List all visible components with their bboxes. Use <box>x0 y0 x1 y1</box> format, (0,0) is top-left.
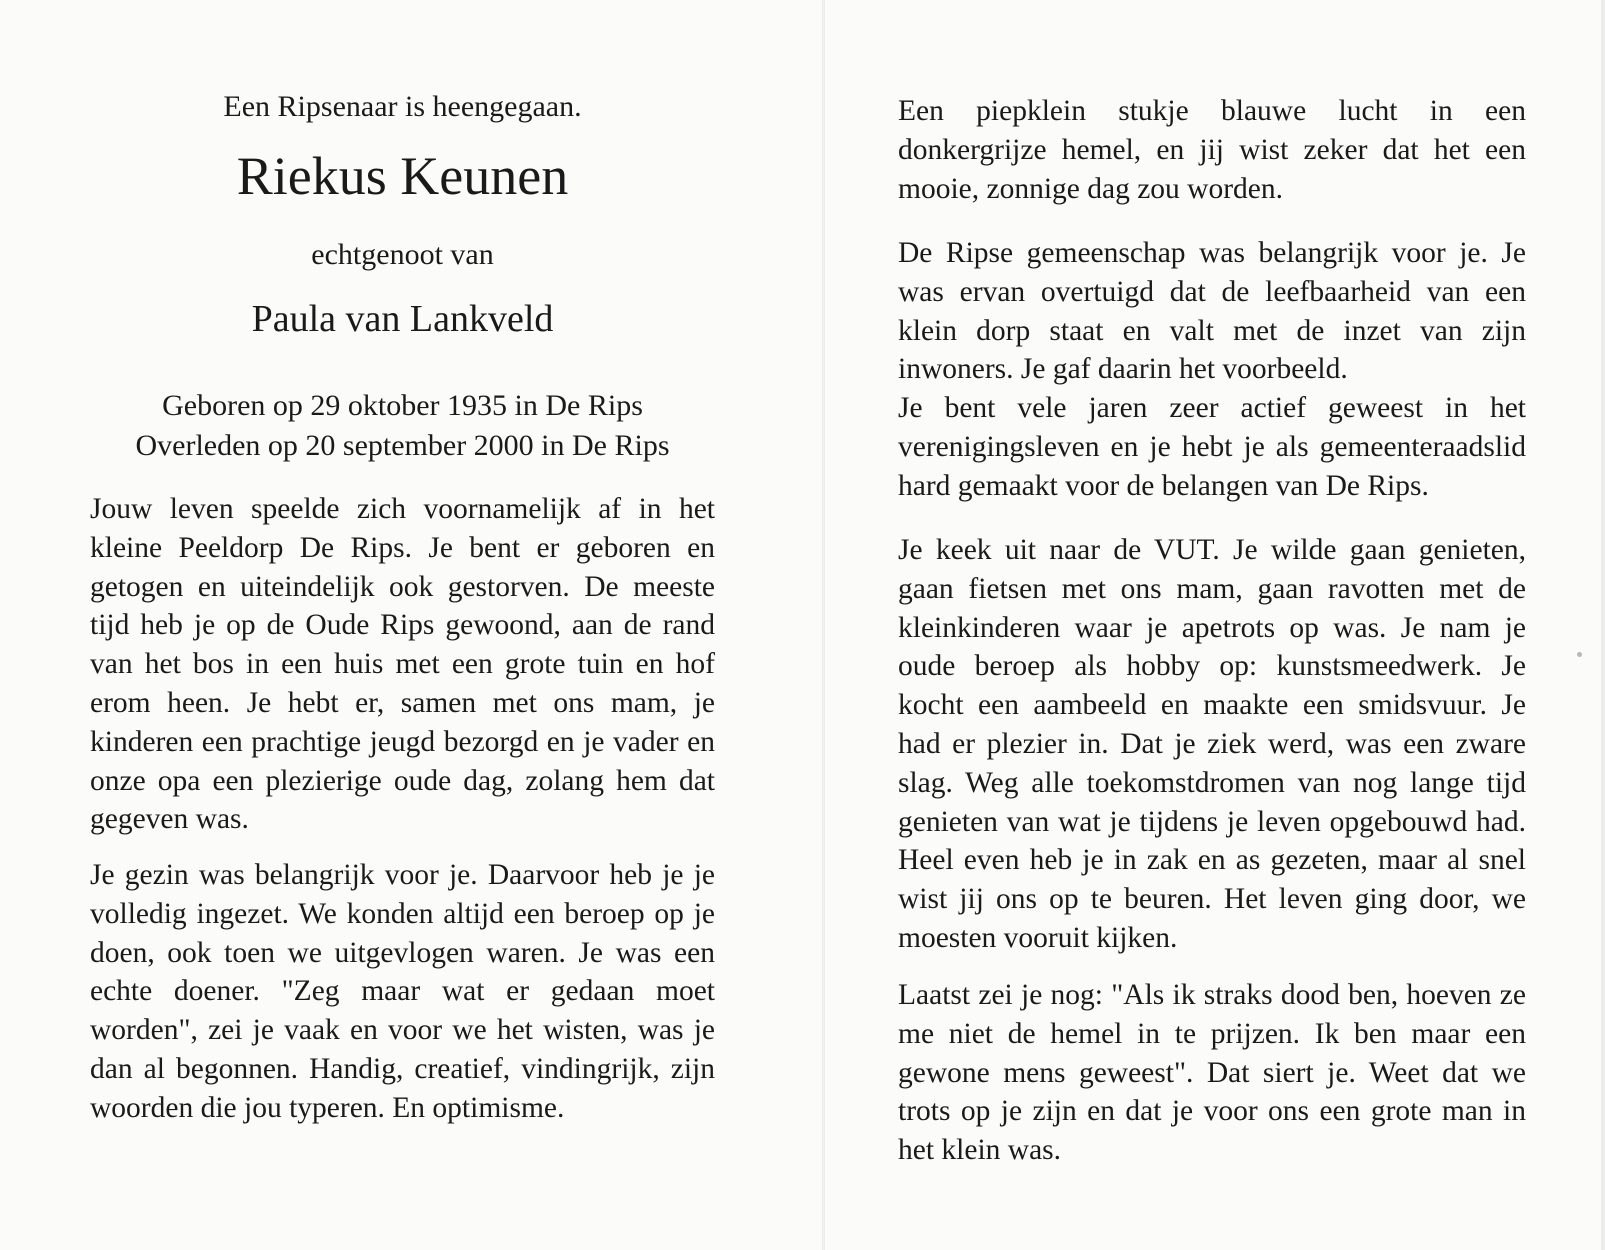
life-dates <box>90 386 715 466</box>
right-paragraph-3: Je keek uit naar de VUT. Je wilde gaan genieten, gaan fietsen met ons mam, gaan ravotten met de kleinkinderen waar je apetrots op was. Je nam je oude beroep als hobby op: kunstsmeedwerk. Je kocht een aambeeld en maakte een smidsvuur. Je had er plezier in. Dat je ziek werd, was een zware slag. Weg alle toekomstdromen van nog lange tijd genieten van wat je tijdens je leven opgebouwd had. Heel even heb je in zak en as gezeten, maar al snel wist jij ons op te beuren. Het leven ging door, we moesten vooruit kijken. <box>898 534 1526 954</box>
deceased-name: Riekus Keunen <box>236 146 569 206</box>
birth-line: Geboren op 29 oktober 1935 in De Rips <box>162 389 643 422</box>
left-paragraph-1: Jouw leven speelde zich voornamelijk af in het kleine Peeldorp De Rips. Je bent er geboren en getogen en uiteindelijk ook gestorven. De meeste tijd heb je op de Oude Rips gewoond, aan de rand van het bos in een huis met een grote tuin en hof erom heen. Je hebt er, samen met ons mam, je kinderen een prachtige jeugd bezorgd en je vader en onze opa een plezierige oude dag, zolang hem dat gegeven was. <box>90 493 715 836</box>
right-paragraph-2: De Ripse gemeenschap was belangrijk voor je. Je was ervan overtuigd dat de leefbaarheid van een klein dorp staat en valt met de inzet van zijn inwoners. Je gaf daarin het voorbeeld. Je bent vele jaren zeer actief geweest in het verenigingsleven en je hebt je als gemeenteraadslid hard gemaakt voor de belangen van De Rips. <box>898 237 1526 502</box>
paper-speck <box>1577 652 1582 657</box>
card-fold <box>822 0 825 1250</box>
spouse-name: Paula van Lankveld <box>251 298 554 340</box>
right-paragraph-1: Een piepklein stukje blauwe lucht in een donkergrijze hemel, en jij wist zeker dat het een mooie, zonnige dag zou worden. <box>898 95 1526 205</box>
left-paragraph-2: Je gezin was belangrijk voor je. Daarvoor heb je je volledig ingezet. We konden altijd een beroep op je doen, ook toen we uitgevlogen waren. Je was een echte doener. "Zeg maar wat er gedaan moet worden", zei je vaak en voor we het wisten, was je dan al begonnen. Handig, creatief, vindingrijk, zijn woorden die jou typeren. En optimisme. <box>90 859 715 1124</box>
spouse-label: echtgenoot van <box>311 238 494 271</box>
card-edge <box>1601 0 1605 1250</box>
right-paragraph-4: Laatst zei je nog: "Als ik straks dood ben, hoeven ze me niet de hemel in te prijzen. Ik ben maar een gewone mens geweest". Dat siert je. Weet dat we trots op je zijn en dat je voor ons een grote man in het klein was. <box>898 979 1526 1167</box>
death-line: Overleden op 20 september 2000 in De Rips <box>135 429 670 462</box>
intro-line: Een Ripsenaar is heengegaan. <box>223 90 582 123</box>
